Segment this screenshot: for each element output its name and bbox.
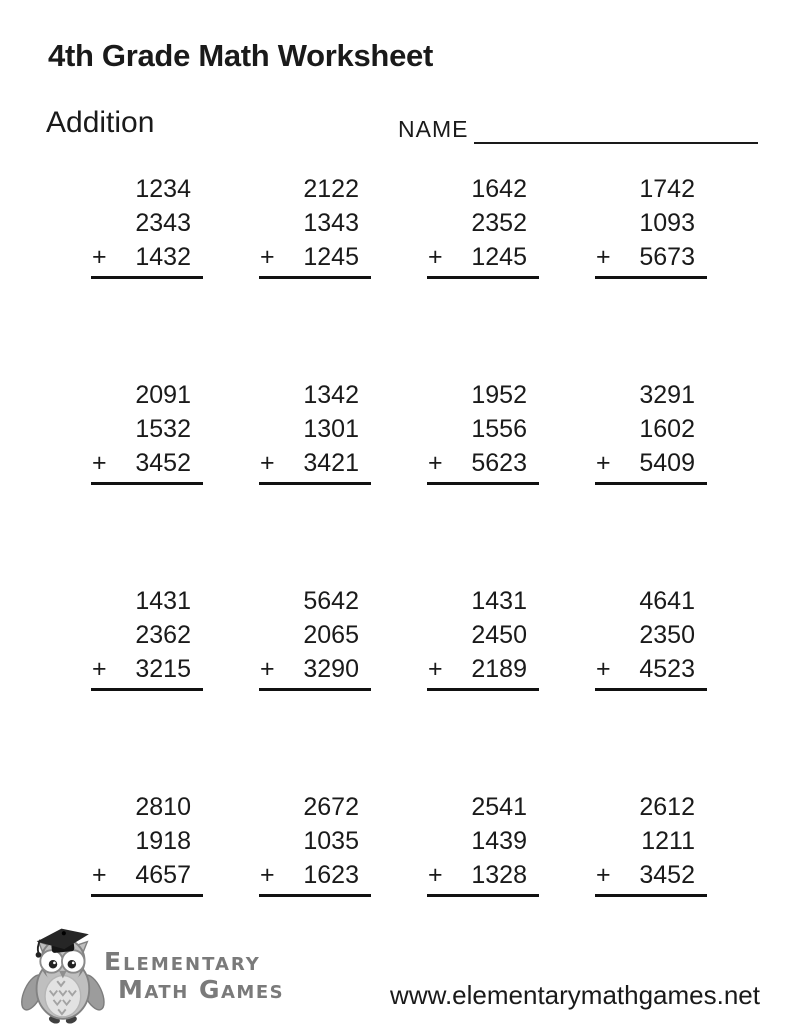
addend-1: 1234 (135, 175, 191, 203)
addend-3: 1245 (303, 243, 359, 271)
addend-3-row (427, 858, 539, 892)
addend-1: 1952 (471, 381, 527, 409)
answer-line (427, 482, 539, 485)
addend-3-row (259, 240, 371, 274)
addend-3-row (595, 652, 707, 686)
addend-3-row (427, 446, 539, 480)
name-label: NAME (398, 116, 469, 142)
plus-operator: + (92, 861, 107, 889)
addend-3: 1432 (135, 243, 191, 271)
plus-operator: + (260, 861, 275, 889)
addend-2: 1343 (303, 209, 359, 237)
addition-problem (595, 790, 707, 897)
addend-3-row (427, 652, 539, 686)
answer-line (427, 894, 539, 897)
answer-line (91, 482, 203, 485)
addend-1: 1342 (303, 381, 359, 409)
plus-operator: + (260, 655, 275, 683)
addition-problem (91, 790, 203, 897)
plus-operator: + (428, 655, 443, 683)
addend-3: 4657 (135, 861, 191, 889)
addend-2: 2065 (303, 621, 359, 649)
addend-1: 4641 (639, 587, 695, 615)
addition-problem (91, 378, 203, 485)
answer-line (91, 688, 203, 691)
logo-text (104, 948, 284, 1004)
addend-3: 3452 (135, 449, 191, 477)
answer-line (427, 276, 539, 279)
addition-problem (427, 378, 539, 485)
addition-problem (595, 378, 707, 485)
addend-2: 1439 (471, 827, 527, 855)
addend-3: 5673 (639, 243, 695, 271)
answer-line (259, 482, 371, 485)
addend-1: 3291 (639, 381, 695, 409)
addend-2: 1556 (471, 415, 527, 443)
addition-problem (427, 584, 539, 691)
answer-line (91, 894, 203, 897)
addend-3-row (91, 858, 203, 892)
addend-2: 1532 (135, 415, 191, 443)
addend-1: 2541 (471, 793, 527, 821)
problems-grid (91, 172, 707, 897)
answer-line (91, 276, 203, 279)
logo-line2: Math Games (118, 975, 285, 1004)
addition-problem (595, 584, 707, 691)
addend-3: 4523 (639, 655, 695, 683)
addend-3: 5623 (471, 449, 527, 477)
section-title: Addition (46, 106, 155, 139)
plus-operator: + (428, 449, 443, 477)
addend-2: 2350 (639, 621, 695, 649)
plus-operator: + (260, 449, 275, 477)
addend-3-row (259, 858, 371, 892)
addend-1: 2810 (135, 793, 191, 821)
addend-2: 1093 (639, 209, 695, 237)
addend-3-row (259, 652, 371, 686)
plus-operator: + (596, 449, 611, 477)
addition-problem (595, 172, 707, 279)
addition-problem (259, 172, 371, 279)
answer-line (259, 276, 371, 279)
addend-1: 1431 (471, 587, 527, 615)
plus-operator: + (92, 655, 107, 683)
addend-1: 5642 (303, 587, 359, 615)
plus-operator: + (596, 861, 611, 889)
owl-graduation-cap-icon (14, 924, 108, 1028)
addend-3-row (91, 652, 203, 686)
addend-3-row (259, 446, 371, 480)
addend-3: 1245 (471, 243, 527, 271)
answer-line (595, 482, 707, 485)
logo (14, 924, 284, 1028)
addend-2: 2450 (471, 621, 527, 649)
name-field (398, 114, 758, 144)
addend-3: 1623 (303, 861, 359, 889)
plus-operator: + (428, 243, 443, 271)
addend-1: 1742 (639, 175, 695, 203)
addition-problem (91, 172, 203, 279)
plus-operator: + (92, 243, 107, 271)
logo-line1: Elementary (104, 947, 261, 976)
addition-problem (427, 172, 539, 279)
answer-line (595, 276, 707, 279)
plus-operator: + (260, 243, 275, 271)
addend-3: 1328 (471, 861, 527, 889)
addition-problem (91, 584, 203, 691)
addition-problem (427, 790, 539, 897)
addend-2: 2352 (471, 209, 527, 237)
answer-line (259, 894, 371, 897)
addend-1: 2122 (303, 175, 359, 203)
page-title: 4th Grade Math Worksheet (48, 38, 433, 73)
addend-3: 5409 (639, 449, 695, 477)
website-url: www.elementarymathgames.net (390, 980, 760, 1010)
addition-problem (259, 378, 371, 485)
addend-1: 1431 (135, 587, 191, 615)
addend-3-row (91, 240, 203, 274)
addend-3-row (595, 858, 707, 892)
addend-2: 1918 (135, 827, 191, 855)
plus-operator: + (428, 861, 443, 889)
addend-3: 3290 (303, 655, 359, 683)
addend-1: 2672 (303, 793, 359, 821)
addend-2: 1211 (641, 827, 695, 855)
addend-3: 3215 (135, 655, 191, 683)
plus-operator: + (596, 655, 611, 683)
addend-2: 1035 (303, 827, 359, 855)
addend-3: 3421 (303, 449, 359, 477)
plus-operator: + (596, 243, 611, 271)
name-blank-line (474, 114, 758, 144)
addend-3: 2189 (471, 655, 527, 683)
addend-3-row (595, 240, 707, 274)
addend-2: 2362 (135, 621, 191, 649)
plus-operator: + (92, 449, 107, 477)
addition-problem (259, 584, 371, 691)
addend-2: 2343 (135, 209, 191, 237)
addend-1: 2091 (135, 381, 191, 409)
addend-3: 3452 (639, 861, 695, 889)
answer-line (595, 688, 707, 691)
addend-2: 1602 (639, 415, 695, 443)
answer-line (427, 688, 539, 691)
addend-2: 1301 (303, 415, 359, 443)
answer-line (259, 688, 371, 691)
addend-3-row (595, 446, 707, 480)
addition-problem (259, 790, 371, 897)
addend-3-row (427, 240, 539, 274)
addend-1: 2612 (639, 793, 695, 821)
answer-line (595, 894, 707, 897)
addend-1: 1642 (471, 175, 527, 203)
addend-3-row (91, 446, 203, 480)
